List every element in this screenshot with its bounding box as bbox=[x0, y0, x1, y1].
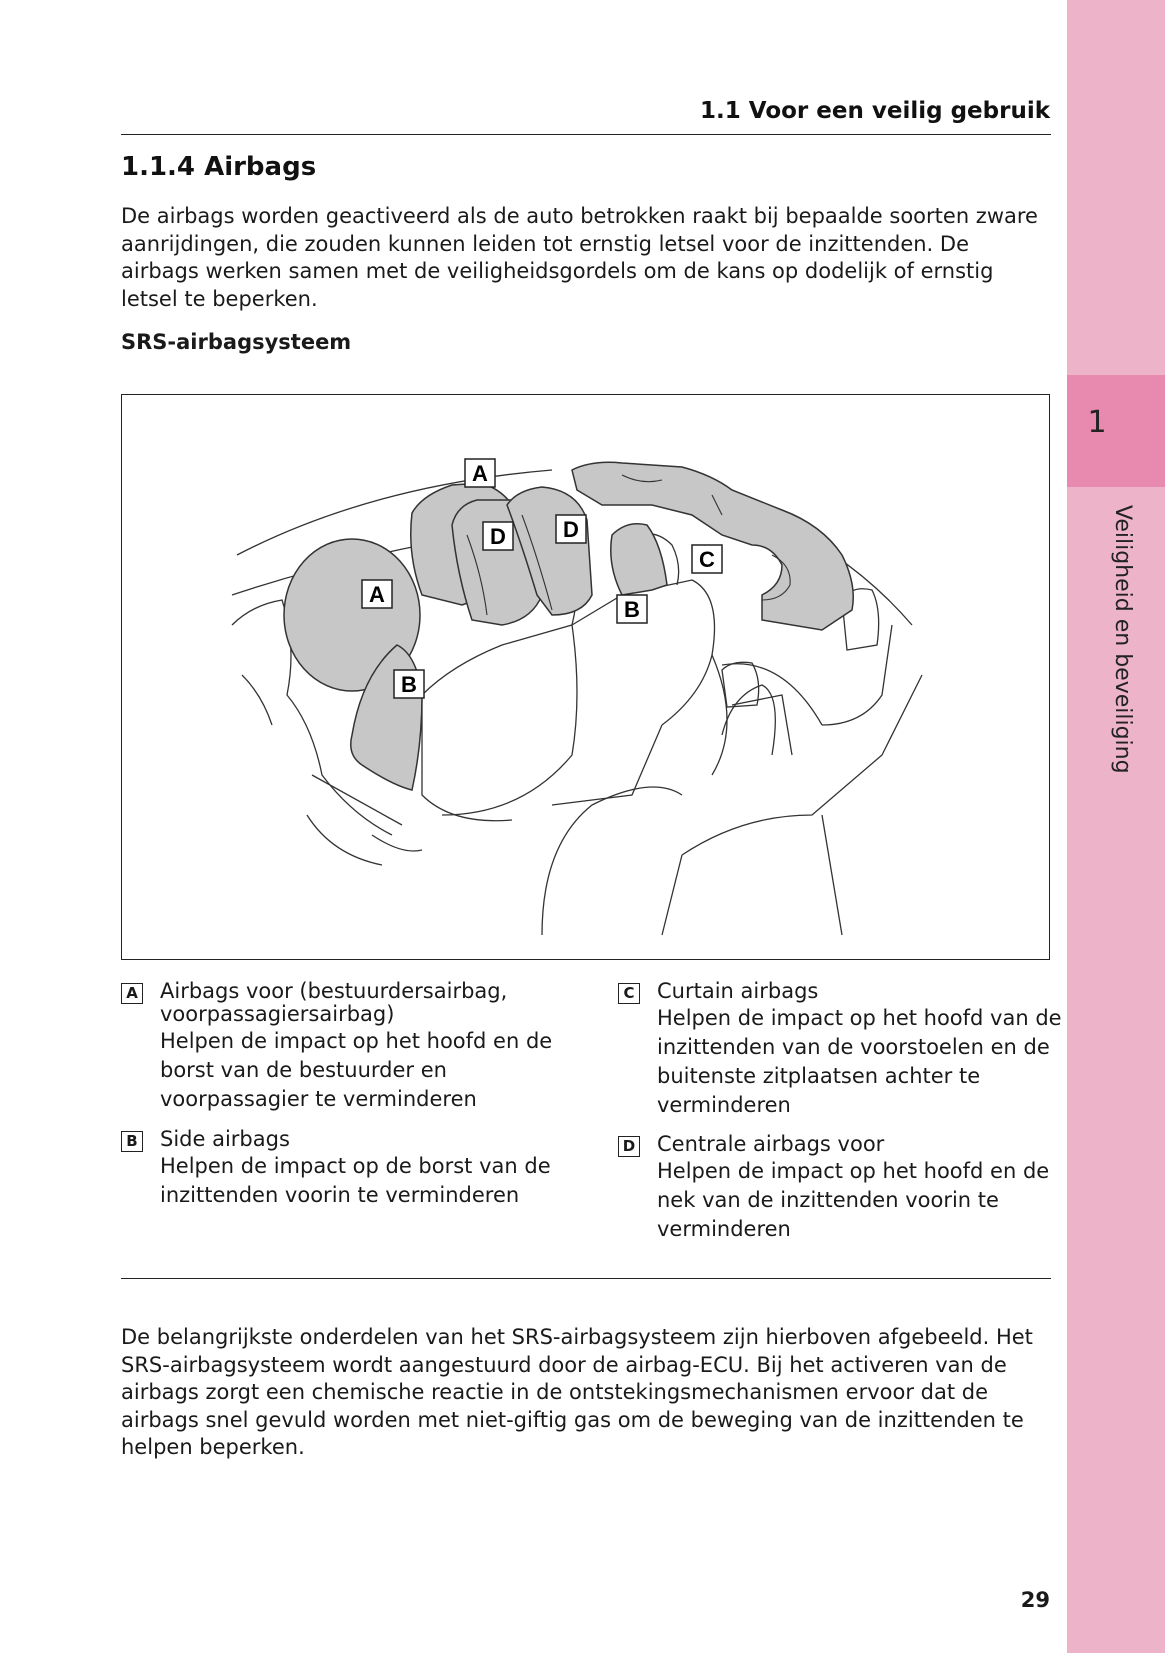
label-b-passenger: B bbox=[624, 597, 640, 622]
sidebar bbox=[1067, 0, 1165, 1653]
section-title: 1.1.4 Airbags bbox=[121, 152, 317, 182]
chapter-number: 1 bbox=[1087, 405, 1107, 440]
section-divider bbox=[121, 1278, 1051, 1279]
legend-desc-a: Helpen de impact op het hoofd en de borst van de bestuurder en voorpassagier te verminderen bbox=[160, 1029, 553, 1111]
car-interior-drawing bbox=[122, 395, 1048, 958]
legend-item-a bbox=[121, 980, 561, 1115]
legend-title-d: Centrale airbags voor bbox=[657, 1132, 885, 1156]
legend-desc-b: Helpen de impact op de borst van de inzittenden voorin te verminderen bbox=[160, 1154, 551, 1207]
label-d-left: D bbox=[490, 524, 506, 549]
legend-badge-d: D bbox=[618, 1136, 640, 1157]
legend-item-b bbox=[121, 1128, 561, 1213]
header-divider bbox=[121, 134, 1051, 135]
label-b-driver: B bbox=[401, 672, 417, 697]
legend-title-c: Curtain airbags bbox=[657, 979, 819, 1003]
label-a-driver: A bbox=[369, 582, 385, 607]
intro-paragraph: De airbags worden geactiveerd als de auto betrokken raakt bij bepaalde soorten zware aanrijdingen, die zouden kunnen leiden tot ernstig letsel voor de inzittenden. De airbags werken samen met de veiligheidsgordels om de kans op dodelijk of ernstig letsel te beperken. bbox=[121, 204, 1038, 311]
legend-title-a: Airbags voor (bestuurdersairbag, voorpassagiersairbag) bbox=[160, 979, 508, 1026]
legend-item-d bbox=[618, 1133, 1058, 1253]
page-number: 29 bbox=[1020, 1588, 1050, 1612]
subheading: SRS-airbagsysteem bbox=[121, 330, 352, 354]
legend-desc-c: Helpen de impact op het hoofd van de inzittenden van de voorstoelen en de buitenste zitplaatsen achter te verminderen bbox=[657, 1006, 1062, 1117]
chapter-title: Veiligheid en beveiliging bbox=[1110, 505, 1135, 774]
outro-paragraph: De belangrijkste onderdelen van het SRS-airbagsysteem zijn hierboven afgebeeld. Het SRS-airbagsysteem wordt aangestuurd door de airbag-ECU. Bij het activeren van de airbags zorgt een chemische reactie in de ontstekingsmechanismen ervoor dat de airbags snel gevuld worden met niet-giftig gas om de beweging van de inzittenden te helpen beperken. bbox=[121, 1325, 1033, 1459]
legend-item-c bbox=[618, 979, 1062, 1120]
airbag-illustration bbox=[121, 394, 1050, 960]
label-a-top: A bbox=[472, 461, 488, 486]
legend-desc-d: Helpen de impact op het hoofd en de nek van de inzittenden voorin te verminderen bbox=[657, 1159, 1050, 1241]
legend-badge-c: C bbox=[618, 983, 640, 1004]
running-header: 1.1 Voor een veilig gebruik bbox=[700, 98, 1050, 124]
label-d-right: D bbox=[563, 517, 579, 542]
legend-badge-a: A bbox=[121, 983, 143, 1004]
legend-badge-b: B bbox=[121, 1131, 143, 1152]
label-c-curtain: C bbox=[699, 547, 715, 572]
legend-title-b: Side airbags bbox=[160, 1127, 290, 1151]
